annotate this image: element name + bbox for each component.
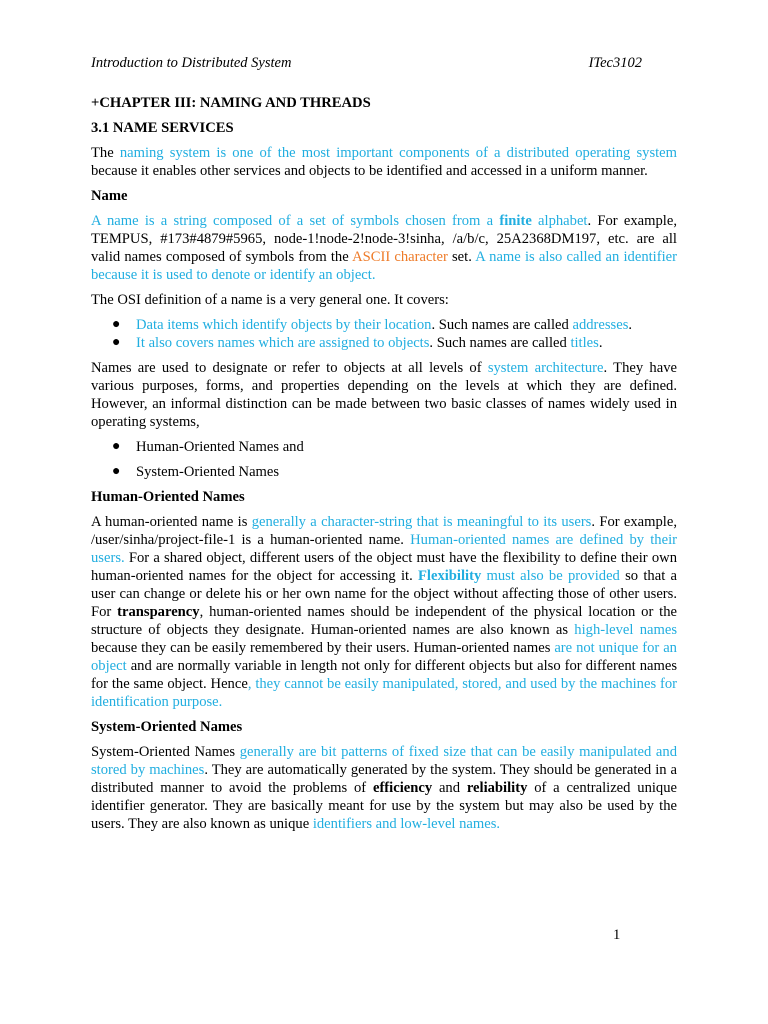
highlight-text: must also be provided	[481, 568, 620, 584]
text: The	[91, 145, 120, 161]
text: . Such names are called	[431, 317, 573, 333]
heading-human-oriented: Human-Oriented Names	[91, 489, 245, 505]
highlight-text: high-level names	[574, 622, 677, 638]
bold-text: reliability	[466, 780, 528, 796]
text: so that a user can change or delete his or her own name for the object without affecting those of other users. For	[91, 568, 677, 620]
highlight-text: , they cannot be easily manipulated, stored, and used by the machines for identification purpose.	[91, 676, 677, 710]
paragraph-human-oriented	[91, 513, 677, 711]
ascii-text: ASCII character	[352, 249, 448, 265]
name-classes-list	[91, 438, 677, 481]
bullet-icon: ●	[112, 439, 121, 454]
osi-list	[91, 316, 677, 352]
list-item	[91, 334, 677, 352]
text: , human-oriented names should be independent of the physical location or the structure of objects they designate. Human-oriented names are also known as	[91, 604, 678, 638]
highlight-text: It also covers names which are assigned to objects	[136, 335, 430, 351]
text: For a shared object, different users of the object must have the flexibility to define their own human-oriented names for the object for accessing it.	[91, 550, 677, 584]
page-number: 1	[613, 927, 621, 943]
bold-text: transparency	[117, 604, 200, 620]
text: and are normally variable in length not only for different objects but also for different names for the same object. Hence	[91, 658, 677, 692]
highlight-text: system architecture	[487, 360, 604, 376]
text: . They are automatically generated by the system. They should be generated in a distributed manner to avoid the problems of	[91, 762, 678, 796]
paragraph-names-used	[91, 359, 677, 431]
header-right: ITec3102	[588, 55, 642, 71]
highlight-text: identifiers and low-level names.	[312, 816, 501, 832]
document-body	[91, 94, 677, 840]
highlight-text: alphabet	[531, 213, 588, 229]
text: System-Oriented Names	[91, 744, 240, 760]
heading-system-oriented: System-Oriented Names	[91, 719, 243, 735]
paragraph-name	[91, 212, 677, 284]
highlight-text: generally a character-string that is meaningful to its users	[251, 514, 592, 530]
paragraph-osi: The OSI definition of a name is a very general one. It covers:	[91, 292, 449, 308]
text: and	[432, 780, 467, 796]
highlight-text: addresses	[572, 317, 629, 333]
text: A human-oriented name is	[91, 514, 252, 530]
section-title: 3.1 NAME SERVICES	[91, 120, 234, 136]
text: set.	[447, 249, 476, 265]
highlight-text: Data items which identify objects by their location	[136, 317, 432, 333]
text: Human-Oriented Names and	[136, 439, 304, 455]
text: . Such names are called	[429, 335, 571, 351]
bold-text: efficiency	[372, 780, 433, 796]
page-header	[91, 55, 642, 72]
text: of a centralized unique identifier generator. They are basically meant for use by the system but may also be used by the users. They are also known as unique	[91, 780, 677, 832]
text: because they can be easily remembered by their users. Human-oriented names	[91, 640, 555, 656]
header-left: Introduction to Distributed System	[91, 55, 292, 71]
highlight-text: A name is a string composed of a set of symbols chosen from a	[91, 213, 500, 229]
text: . For example, TEMPUS, #173#4879#5965, node-1!node-2!node-3!sinha, /a/b/c, 25A2368DM197, etc. are all valid names composed of symbols from the	[91, 213, 677, 265]
highlight-bold-text: Flexibility	[418, 568, 482, 584]
text: . For example, /user/sinha/project-file-1 is a human-oriented name.	[91, 514, 677, 548]
list-item	[91, 316, 677, 334]
list-item	[91, 463, 677, 481]
list-item	[91, 438, 677, 456]
highlight-text: generally are bit patterns of fixed size that can be easily manipulated and stored by machines	[91, 744, 677, 778]
highlight-text: A name is also called an identifier because it is used to denote or identify an object.	[91, 249, 677, 283]
bullet-icon: ●	[112, 464, 121, 479]
text: System-Oriented Names	[136, 464, 280, 480]
chapter-title: +CHAPTER III: NAMING AND THREADS	[91, 95, 371, 111]
paragraph-system-oriented	[91, 743, 677, 833]
text: .	[628, 317, 633, 333]
highlight-text: titles	[570, 335, 599, 351]
text: . They have various purposes, forms, and properties depending on the levels at which they are defined. However, an informal distinction can be made between two basic classes of names widely used in operating systems,	[91, 360, 677, 430]
highlight-text: are not unique for an object	[91, 640, 677, 674]
text: .	[598, 335, 603, 351]
highlight-text: Human-oriented names are defined by their users.	[91, 532, 677, 566]
highlight-bold-text: finite	[499, 213, 532, 229]
bullet-icon: ●	[112, 335, 121, 350]
text: because it enables other services and objects to be identified and accessed in a uniform manner.	[91, 163, 648, 179]
highlight-text: naming system is one of the most important components of a distributed operating system	[119, 145, 678, 161]
bullet-icon: ●	[112, 317, 121, 332]
text: Names are used to designate or refer to objects at all levels of	[91, 360, 488, 376]
heading-name: Name	[91, 188, 128, 204]
paragraph-intro	[91, 144, 677, 180]
